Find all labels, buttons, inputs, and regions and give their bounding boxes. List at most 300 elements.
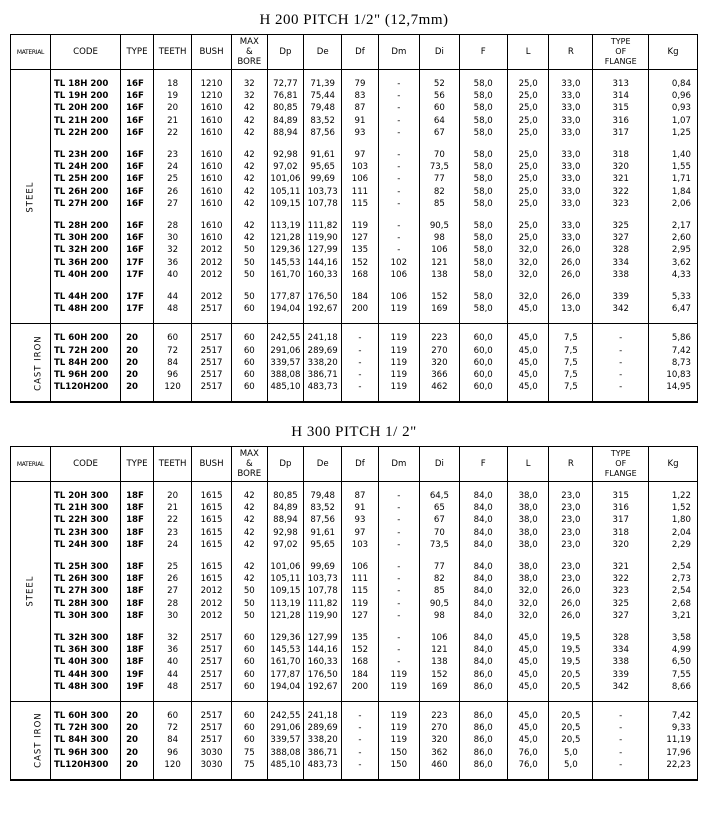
cell-df bbox=[342, 771, 378, 780]
cell-di: 65 bbox=[420, 502, 459, 514]
cell-dm bbox=[378, 482, 420, 491]
cell-code: TL 72H 300 bbox=[50, 722, 120, 734]
cell-f bbox=[459, 281, 507, 291]
cell-kg: 1,22 bbox=[671, 491, 691, 501]
cell-flange-type bbox=[593, 281, 649, 291]
cell-r: 26,0 bbox=[549, 269, 593, 281]
cell-dp: 291,06 bbox=[267, 345, 303, 357]
table-frame bbox=[10, 34, 698, 403]
cell-dm: - bbox=[378, 632, 420, 644]
cell-dm: - bbox=[378, 149, 420, 161]
cell-f: 58,0 bbox=[459, 220, 507, 232]
cell-max-bore: 50 bbox=[231, 585, 267, 597]
cell-r: 20,5 bbox=[549, 681, 593, 693]
cell-type: 16F bbox=[121, 186, 154, 198]
cell-bush bbox=[192, 139, 231, 149]
cell-dp bbox=[267, 70, 303, 79]
cell-teeth: 22 bbox=[153, 127, 191, 139]
cell-l bbox=[507, 771, 549, 780]
cell-f: 58,0 bbox=[459, 303, 507, 315]
cell-de: 483,73 bbox=[304, 759, 342, 771]
cell-max-bore bbox=[231, 281, 267, 291]
cell-kg: 2,95 bbox=[671, 245, 691, 256]
cell-f: 60,0 bbox=[459, 369, 507, 381]
cell-type bbox=[121, 281, 154, 291]
header-df: Df bbox=[342, 447, 378, 482]
cell-code bbox=[50, 693, 120, 702]
cell-teeth bbox=[153, 771, 191, 780]
cell-code bbox=[50, 551, 120, 561]
cell-max-bore: 60 bbox=[231, 656, 267, 668]
cell-r: 20,5 bbox=[549, 722, 593, 734]
cell-code: TL 19H 200 bbox=[50, 90, 120, 102]
cell-flange-type bbox=[593, 324, 649, 333]
spacer-row bbox=[11, 482, 697, 491]
cell-kg: 8,66 bbox=[671, 681, 691, 692]
cell-di: 64 bbox=[420, 115, 459, 127]
cell-bush: 2517 bbox=[192, 303, 231, 315]
cell-l: 38,0 bbox=[507, 561, 549, 573]
cell-teeth: 24 bbox=[153, 161, 191, 173]
header-df: Df bbox=[342, 35, 378, 70]
table-row bbox=[11, 115, 697, 127]
cell-df: 97 bbox=[342, 149, 378, 161]
cell-l: 38,0 bbox=[507, 573, 549, 585]
cell-df: 135 bbox=[342, 244, 378, 256]
cell-type: 16F bbox=[121, 78, 154, 90]
cell-code: TL 22H 300 bbox=[50, 514, 120, 526]
header-teeth: TEETH bbox=[153, 35, 191, 70]
cell-f: 84,0 bbox=[459, 490, 507, 502]
cell-dm: - bbox=[378, 102, 420, 114]
cell-l bbox=[507, 622, 549, 632]
cell-dm: - bbox=[378, 598, 420, 610]
cell-dp bbox=[267, 393, 303, 402]
cell-l: 32,0 bbox=[507, 610, 549, 622]
cell-di: 138 bbox=[420, 269, 459, 281]
cell-di: 121 bbox=[420, 644, 459, 656]
cell-bush: 2517 bbox=[192, 669, 231, 681]
cell-f: 58,0 bbox=[459, 149, 507, 161]
cell-bush: 2012 bbox=[192, 291, 231, 303]
cell-max-bore bbox=[231, 622, 267, 632]
cell-bush: 2517 bbox=[192, 656, 231, 668]
cell-code: TL 72H 200 bbox=[50, 345, 120, 357]
table-row bbox=[11, 573, 697, 585]
cell-de: 99,69 bbox=[304, 173, 342, 185]
cell-df: 127 bbox=[342, 610, 378, 622]
cell-code: TL 40H 300 bbox=[50, 656, 120, 668]
cell-l: 25,0 bbox=[507, 102, 549, 114]
cell-flange-type: 334 bbox=[593, 257, 649, 269]
cell-bush: 3030 bbox=[192, 747, 231, 759]
table-row bbox=[11, 102, 697, 114]
cell-dm: 102 bbox=[378, 257, 420, 269]
cell-df bbox=[342, 210, 378, 220]
cell-kg bbox=[649, 139, 697, 149]
cell-teeth: 30 bbox=[153, 232, 191, 244]
cell-df: 87 bbox=[342, 102, 378, 114]
cell-kg: 4,33 bbox=[671, 269, 691, 280]
cell-code bbox=[50, 771, 120, 780]
cell-df: 168 bbox=[342, 656, 378, 668]
cell-dm bbox=[378, 315, 420, 324]
cell-di: 152 bbox=[420, 669, 459, 681]
cell-bush bbox=[192, 281, 231, 291]
cell-code: TL 21H 300 bbox=[50, 502, 120, 514]
cell-dp: 121,28 bbox=[267, 610, 303, 622]
table-row bbox=[11, 78, 697, 90]
cell-kg: 1,71 bbox=[671, 174, 691, 185]
cell-di: 462 bbox=[420, 381, 459, 393]
cell-teeth: 40 bbox=[153, 656, 191, 668]
cell-df bbox=[342, 139, 378, 149]
cell-max-bore: 60 bbox=[231, 345, 267, 357]
cell-df: 103 bbox=[342, 161, 378, 173]
spacer-row bbox=[11, 393, 697, 402]
cell-di: 106 bbox=[420, 632, 459, 644]
cell-teeth: 120 bbox=[153, 381, 191, 393]
table-row bbox=[11, 220, 697, 232]
cell-de: 83,52 bbox=[304, 502, 342, 514]
cell-max-bore: 60 bbox=[231, 710, 267, 722]
cell-teeth: 22 bbox=[153, 514, 191, 526]
cell-f: 84,0 bbox=[459, 573, 507, 585]
cell-kg bbox=[649, 315, 697, 324]
table-row bbox=[11, 161, 697, 173]
cell-r bbox=[549, 482, 593, 491]
cell-di: 223 bbox=[420, 710, 459, 722]
cell-flange-type: 339 bbox=[593, 291, 649, 303]
cell-f bbox=[459, 139, 507, 149]
cell-code bbox=[50, 139, 120, 149]
cell-type: 16F bbox=[121, 149, 154, 161]
cell-code: TL 20H 200 bbox=[50, 102, 120, 114]
cell-type: 19F bbox=[121, 681, 154, 693]
cell-f: 60,0 bbox=[459, 345, 507, 357]
cell-r: 7,5 bbox=[549, 381, 593, 393]
cell-r: 19,5 bbox=[549, 632, 593, 644]
cell-dm: 150 bbox=[378, 759, 420, 771]
cell-f: 84,0 bbox=[459, 561, 507, 573]
header-f: F bbox=[459, 447, 507, 482]
cell-dm: 119 bbox=[378, 332, 420, 344]
cell-f: 84,0 bbox=[459, 598, 507, 610]
cell-teeth: 23 bbox=[153, 149, 191, 161]
cell-df: 127 bbox=[342, 232, 378, 244]
cell-kg: 2,68 bbox=[671, 598, 691, 609]
cell-de bbox=[304, 482, 342, 491]
cell-dm bbox=[378, 210, 420, 220]
header-dp: Dp bbox=[267, 447, 303, 482]
cell-f bbox=[459, 482, 507, 491]
cell-dp bbox=[267, 622, 303, 632]
material-cell bbox=[11, 324, 50, 402]
cell-f: 58,0 bbox=[459, 244, 507, 256]
header-l: L bbox=[507, 35, 549, 70]
table-row bbox=[11, 502, 697, 514]
cell-r: 23,0 bbox=[549, 573, 593, 585]
cell-f bbox=[459, 393, 507, 402]
cell-l bbox=[507, 315, 549, 324]
cell-di: 73,5 bbox=[420, 161, 459, 173]
table-row bbox=[11, 357, 697, 369]
cell-de: 241,18 bbox=[304, 332, 342, 344]
cell-df: - bbox=[342, 369, 378, 381]
cell-bush bbox=[192, 210, 231, 220]
cell-code bbox=[50, 281, 120, 291]
cell-type: 18F bbox=[121, 514, 154, 526]
cell-max-bore: 42 bbox=[231, 502, 267, 514]
cell-teeth: 32 bbox=[153, 244, 191, 256]
cell-di: 169 bbox=[420, 681, 459, 693]
cell-dp: 177,87 bbox=[267, 669, 303, 681]
cell-teeth bbox=[153, 139, 191, 149]
cell-teeth: 120 bbox=[153, 759, 191, 771]
cell-type: 18F bbox=[121, 598, 154, 610]
cell-df: 135 bbox=[342, 632, 378, 644]
cell-kg: 2,04 bbox=[671, 527, 691, 538]
cell-dm: - bbox=[378, 656, 420, 668]
cell-kg: 22,23 bbox=[666, 759, 691, 770]
cell-flange-type: 315 bbox=[593, 490, 649, 502]
cell-kg bbox=[649, 281, 697, 291]
table-row bbox=[11, 345, 697, 357]
cell-di bbox=[420, 315, 459, 324]
cell-code: TL 60H 200 bbox=[50, 332, 120, 344]
cell-de: 127,99 bbox=[304, 244, 342, 256]
cell-di: 70 bbox=[420, 527, 459, 539]
cell-di bbox=[420, 693, 459, 702]
cell-l bbox=[507, 324, 549, 333]
cell-teeth: 20 bbox=[153, 102, 191, 114]
cell-code: TL 26H 300 bbox=[50, 573, 120, 585]
cell-f: 86,0 bbox=[459, 759, 507, 771]
cell-bush bbox=[192, 771, 231, 780]
cell-teeth: 72 bbox=[153, 345, 191, 357]
cell-df: 119 bbox=[342, 220, 378, 232]
cell-teeth: 19 bbox=[153, 90, 191, 102]
cell-dm bbox=[378, 281, 420, 291]
header-bush: BUSH bbox=[192, 35, 231, 70]
header-type: TYPE bbox=[121, 447, 154, 482]
cell-kg: 2,54 bbox=[671, 562, 691, 573]
cell-kg: 1,80 bbox=[671, 515, 691, 526]
cell-kg bbox=[649, 482, 697, 491]
cell-bush bbox=[192, 702, 231, 711]
cell-r: 33,0 bbox=[549, 149, 593, 161]
cell-dp: 109,15 bbox=[267, 198, 303, 210]
cell-df bbox=[342, 324, 378, 333]
cell-dp: 113,19 bbox=[267, 220, 303, 232]
cell-flange-type: 322 bbox=[593, 573, 649, 585]
cell-teeth bbox=[153, 693, 191, 702]
cell-teeth: 26 bbox=[153, 186, 191, 198]
cell-dp: 339,57 bbox=[267, 357, 303, 369]
cell-f: 60,0 bbox=[459, 381, 507, 393]
cell-kg bbox=[649, 693, 697, 702]
cell-f: 58,0 bbox=[459, 127, 507, 139]
cell-bush: 1610 bbox=[192, 115, 231, 127]
cell-f: 60,0 bbox=[459, 357, 507, 369]
cell-dp: 145,53 bbox=[267, 257, 303, 269]
cell-code: TL 27H 300 bbox=[50, 585, 120, 597]
cell-code: TL120H300 bbox=[50, 759, 120, 771]
cell-bush bbox=[192, 622, 231, 632]
cell-f: 84,0 bbox=[459, 539, 507, 551]
material-cell bbox=[11, 482, 50, 702]
cell-r: 33,0 bbox=[549, 115, 593, 127]
cell-kg: 4,99 bbox=[671, 645, 691, 656]
cell-dm: 119 bbox=[378, 357, 420, 369]
cell-kg bbox=[649, 324, 697, 333]
cell-de: 75,44 bbox=[304, 90, 342, 102]
cell-flange-type: 323 bbox=[593, 585, 649, 597]
cell-bush: 1610 bbox=[192, 161, 231, 173]
cell-kg: 9,33 bbox=[671, 723, 691, 734]
cell-flange-type: 339 bbox=[593, 669, 649, 681]
cell-type bbox=[121, 393, 154, 402]
cell-df bbox=[342, 393, 378, 402]
cell-type: 18F bbox=[121, 561, 154, 573]
cell-de bbox=[304, 771, 342, 780]
cell-kg: 2,73 bbox=[671, 574, 691, 585]
cell-code: TL 23H 200 bbox=[50, 149, 120, 161]
cell-code bbox=[50, 324, 120, 333]
table-row bbox=[11, 669, 697, 681]
cell-dp: 242,55 bbox=[267, 710, 303, 722]
cell-kg bbox=[649, 551, 697, 561]
cell-type: 16F bbox=[121, 173, 154, 185]
table-row bbox=[11, 490, 697, 502]
cell-r: 23,0 bbox=[549, 561, 593, 573]
cell-di: 460 bbox=[420, 759, 459, 771]
cell-type: 18F bbox=[121, 644, 154, 656]
cell-l: 45,0 bbox=[507, 381, 549, 393]
header-code: CODE bbox=[50, 447, 120, 482]
cell-df: 200 bbox=[342, 303, 378, 315]
cell-di: 98 bbox=[420, 610, 459, 622]
cell-dp: 339,57 bbox=[267, 734, 303, 746]
cell-df: - bbox=[342, 710, 378, 722]
cell-df: 93 bbox=[342, 127, 378, 139]
cell-r: 20,5 bbox=[549, 734, 593, 746]
cell-dm: - bbox=[378, 198, 420, 210]
cell-dm: 119 bbox=[378, 369, 420, 381]
cell-code: TL 20H 300 bbox=[50, 490, 120, 502]
cell-type bbox=[121, 551, 154, 561]
header-teeth: TEETH bbox=[153, 447, 191, 482]
cell-flange-type bbox=[593, 210, 649, 220]
cell-l: 45,0 bbox=[507, 369, 549, 381]
cell-max-bore: 60 bbox=[231, 644, 267, 656]
table-row bbox=[11, 257, 697, 269]
cell-max-bore: 42 bbox=[231, 161, 267, 173]
cell-code: TL 60H 300 bbox=[50, 710, 120, 722]
cell-de bbox=[304, 693, 342, 702]
table-frame bbox=[10, 446, 698, 781]
cell-type: 16F bbox=[121, 161, 154, 173]
cell-kg: 7,42 bbox=[671, 711, 691, 722]
cell-bush: 2517 bbox=[192, 722, 231, 734]
cell-max-bore: 32 bbox=[231, 78, 267, 90]
cell-teeth: 40 bbox=[153, 269, 191, 281]
cell-code bbox=[50, 482, 120, 491]
cell-dm bbox=[378, 393, 420, 402]
cell-r bbox=[549, 210, 593, 220]
cell-bush bbox=[192, 324, 231, 333]
cell-l: 25,0 bbox=[507, 173, 549, 185]
cell-df: 168 bbox=[342, 269, 378, 281]
cell-type bbox=[121, 482, 154, 491]
cell-flange-type: - bbox=[593, 722, 649, 734]
cell-kg: 1,25 bbox=[671, 127, 691, 138]
cell-teeth: 44 bbox=[153, 669, 191, 681]
cell-max-bore bbox=[231, 551, 267, 561]
cell-di bbox=[420, 70, 459, 79]
cell-di: 52 bbox=[420, 78, 459, 90]
table-title: H 300 PITCH 1/ 2" bbox=[291, 424, 417, 440]
cell-de bbox=[304, 281, 342, 291]
cell-flange-type: 327 bbox=[593, 232, 649, 244]
cell-dp: 72,77 bbox=[267, 78, 303, 90]
cell-dp: 121,28 bbox=[267, 232, 303, 244]
cell-bush: 2012 bbox=[192, 598, 231, 610]
cell-max-bore: 42 bbox=[231, 561, 267, 573]
cell-f bbox=[459, 622, 507, 632]
cell-dm: 106 bbox=[378, 269, 420, 281]
cell-dp: 291,06 bbox=[267, 722, 303, 734]
cell-f: 58,0 bbox=[459, 198, 507, 210]
cell-f: 84,0 bbox=[459, 656, 507, 668]
cell-max-bore bbox=[231, 393, 267, 402]
cell-df bbox=[342, 281, 378, 291]
cell-dp bbox=[267, 210, 303, 220]
cell-bush: 1615 bbox=[192, 561, 231, 573]
cell-r: 19,5 bbox=[549, 644, 593, 656]
cell-l bbox=[507, 210, 549, 220]
cell-l: 45,0 bbox=[507, 722, 549, 734]
cell-max-bore: 50 bbox=[231, 269, 267, 281]
cell-max-bore: 60 bbox=[231, 681, 267, 693]
cell-dp: 105,11 bbox=[267, 186, 303, 198]
cell-dp: 92,98 bbox=[267, 149, 303, 161]
cell-flange-type: 342 bbox=[593, 303, 649, 315]
cell-l: 76,0 bbox=[507, 747, 549, 759]
cell-r bbox=[549, 693, 593, 702]
cell-code: TL 25H 200 bbox=[50, 173, 120, 185]
cell-di bbox=[420, 139, 459, 149]
cell-type: 17F bbox=[121, 291, 154, 303]
table-row bbox=[11, 561, 697, 573]
cell-code: TL 44H 300 bbox=[50, 669, 120, 681]
cell-l: 76,0 bbox=[507, 759, 549, 771]
cell-de bbox=[304, 622, 342, 632]
cell-dm: - bbox=[378, 539, 420, 551]
material-label: CAST IRON bbox=[33, 335, 44, 391]
cell-type: 18F bbox=[121, 490, 154, 502]
cell-r bbox=[549, 702, 593, 711]
cell-de bbox=[304, 315, 342, 324]
cell-teeth bbox=[153, 70, 191, 79]
cell-kg: 3,21 bbox=[671, 610, 691, 621]
cell-de bbox=[304, 210, 342, 220]
cell-code bbox=[50, 393, 120, 402]
cell-kg bbox=[649, 702, 697, 711]
cell-df: 200 bbox=[342, 681, 378, 693]
table-row bbox=[11, 681, 697, 693]
cell-di bbox=[420, 393, 459, 402]
